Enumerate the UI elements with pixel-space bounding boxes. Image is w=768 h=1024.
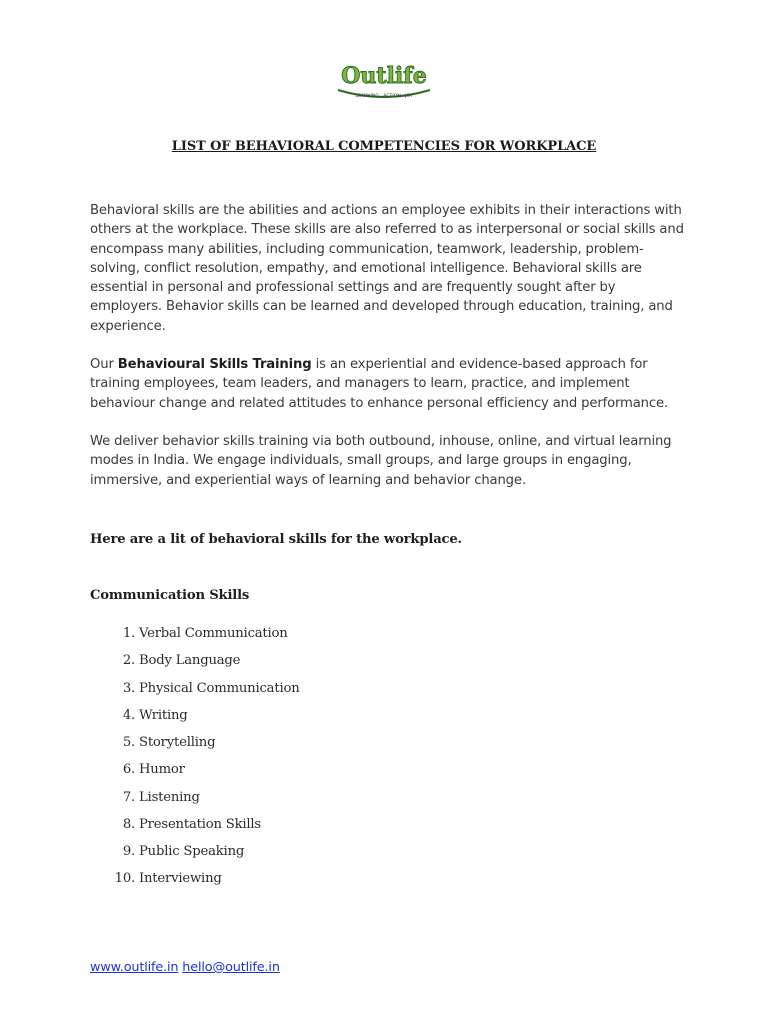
training-paragraph [90, 355, 684, 413]
list-item-number: 10. [114, 871, 135, 887]
skills-intro-heading: Here are a lit of behavioral skills for the workplace. [90, 532, 462, 547]
list-item-number: 2. [122, 653, 135, 669]
website-link[interactable]: www.outlife.in [90, 960, 179, 975]
svg-text:LEARNING . ACTION . JOY: LEARNING . ACTION . JOY [355, 94, 413, 99]
svg-text:Outlife: Outlife [341, 63, 427, 89]
list-item-label: Humor [135, 762, 185, 778]
list-item [90, 651, 300, 678]
list-item-number: 7. [122, 789, 135, 805]
list-item [90, 706, 300, 733]
outlife-logo [332, 56, 436, 104]
list-item-number: 5. [122, 735, 135, 750]
list-item [90, 869, 300, 896]
list-item-label: Verbal Communication [135, 626, 288, 641]
outlife-logo-graphic [332, 56, 436, 104]
footer [90, 960, 280, 975]
list-item-label: Storytelling [135, 735, 216, 750]
training-paragraph-rest: is an experiential and evidence-based approach for training employees, team leaders, and managers to learn, practice, and implement behaviour change and related attitudes to enhance personal efficiency and performance. [90, 357, 669, 411]
delivery-paragraph: We deliver behavior skills training via both outbound, inhouse, online, and virtual learning modes in India. We engage individuals, small groups, and large groups in engaging, immersive, and experiential ways of learning and behavior change. [90, 434, 672, 488]
list-item-label: Interviewing [135, 871, 222, 887]
list-item [90, 760, 300, 787]
list-item-number: 1. [122, 626, 135, 641]
training-paragraph-bold: Behavioural Skills Training [117, 357, 312, 372]
list-item [90, 624, 300, 651]
intro-paragraph: Behavioral skills are the abilities and actions an employee exhibits in their interactions with others at the workplace. These skills are also referred to as interpersonal or social skills and encompass many abilities, including communication, teamwork, leadership, problem-solving, conflict resolution, empathy, and emotional intelligence. Behavioral skills are essential in personal and professional settings and are frequently sought after by employers. Behavior skills can be learned and developed through education, training, and experience. [90, 203, 684, 334]
training-paragraph-lead: Our [90, 357, 118, 372]
list-item [90, 842, 300, 869]
list-item-label: Body Language [135, 653, 241, 669]
list-item-label: Public Speaking [135, 844, 245, 859]
list-item-label: Writing [135, 707, 188, 723]
list-item-number: 3. [122, 680, 135, 696]
list-item-label: Physical Communication [135, 680, 300, 696]
list-item-number: 8. [122, 816, 135, 832]
list-item [90, 788, 300, 815]
document-title: LIST OF BEHAVIORAL COMPETENCIES FOR WORKPLACE [171, 139, 597, 154]
list-item-number: 4. [122, 707, 135, 723]
list-item-number: 6. [122, 762, 135, 778]
list-item [90, 733, 300, 760]
list-item [90, 815, 300, 842]
list-item [90, 679, 300, 706]
list-item-number: 9. [122, 844, 135, 859]
section-heading-communication: Communication Skills [90, 588, 250, 603]
email-link[interactable]: hello@outlife.in [182, 960, 280, 975]
list-item-label: Presentation Skills [135, 816, 261, 832]
list-item-label: Listening [135, 789, 200, 805]
communication-skills-list [90, 624, 300, 897]
